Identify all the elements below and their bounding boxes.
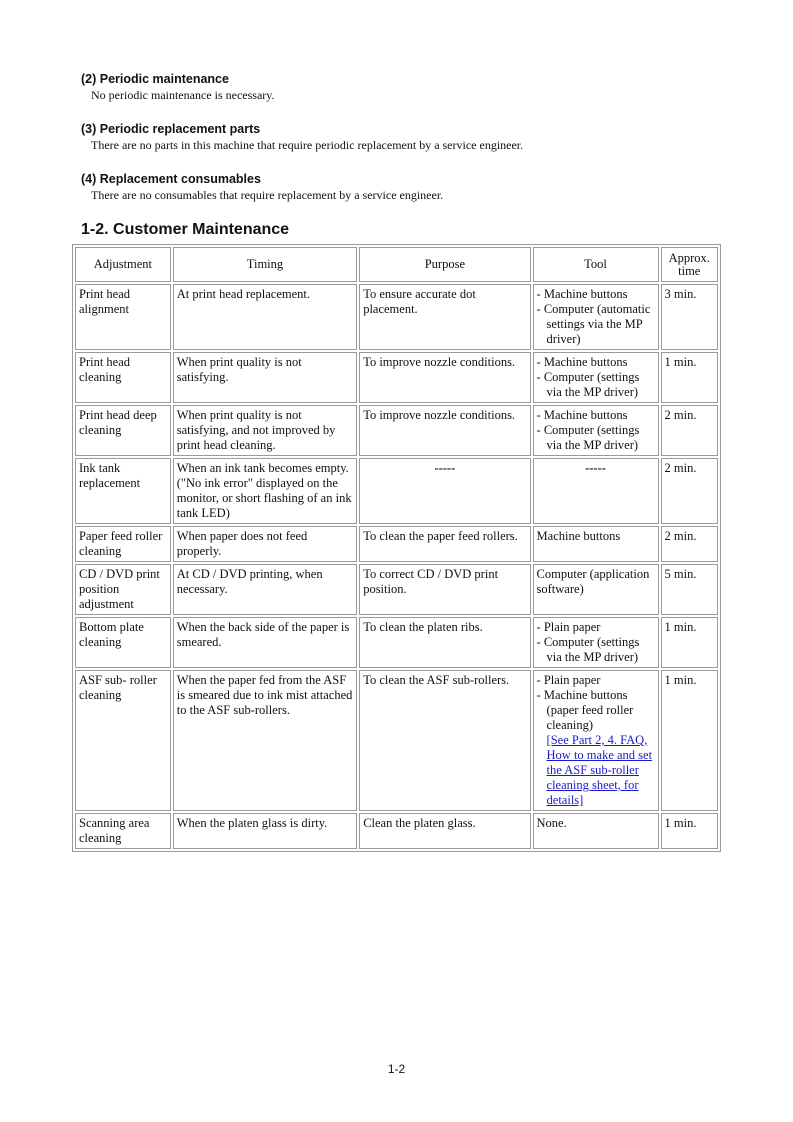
header-timing: Timing [173, 247, 357, 282]
table-row [75, 526, 718, 562]
cell-adjustment: Scanning area cleaning [75, 813, 171, 849]
section-heading: (2) Periodic maintenance [81, 72, 229, 86]
cell-timing: When paper does not feed properly. [173, 526, 357, 562]
section-periodic-replacement-parts [81, 122, 523, 153]
cell-timing: When print quality is not satisfying. [173, 352, 357, 403]
cell-tool [533, 670, 659, 811]
cell-purpose: To clean the paper feed rollers. [359, 526, 530, 562]
cell-time: 1 min. [661, 352, 718, 403]
table-row [75, 352, 718, 403]
header-purpose: Purpose [359, 247, 530, 282]
header-time: Approx. time [661, 247, 718, 282]
tool-item: - Machine buttons [537, 408, 655, 423]
cell-time: 2 min. [661, 526, 718, 562]
cell-purpose: To correct CD / DVD print position. [359, 564, 530, 615]
header-tool: Tool [533, 247, 659, 282]
table-row [75, 670, 718, 811]
tool-item: - Computer (settings via the MP driver) [537, 423, 655, 453]
cell-timing: When print quality is not satisfying, and not improved by print head cleaning. [173, 405, 357, 456]
page-number: 1-2 [387, 1062, 406, 1076]
tool-item: - Plain paper [537, 620, 655, 635]
cell-timing: At print head replacement. [173, 284, 357, 350]
table-header-row [75, 247, 718, 282]
cell-tool: Computer (application software) [533, 564, 659, 615]
cell-adjustment: Print head deep cleaning [75, 405, 171, 456]
cell-time: 2 min. [661, 458, 718, 524]
section-heading: (4) Replacement consumables [81, 172, 261, 186]
maintenance-table [72, 244, 721, 852]
cell-timing: When an ink tank becomes empty. ("No ink error" displayed on the monitor, or short flashing of an ink tank LED) [173, 458, 357, 524]
cell-tool [533, 284, 659, 350]
cell-timing: When the back side of the paper is smeared. [173, 617, 357, 668]
cell-time: 1 min. [661, 617, 718, 668]
cell-adjustment: Print head cleaning [75, 352, 171, 403]
tool-item: - Machine buttons [537, 355, 655, 370]
tool-item: - Computer (settings via the MP driver) [537, 370, 655, 400]
cell-purpose: To clean the ASF sub-rollers. [359, 670, 530, 811]
tool-item: - Computer (automatic settings via the MP driver) [537, 302, 655, 347]
cell-timing: When the platen glass is dirty. [173, 813, 357, 849]
cell-purpose: Clean the platen glass. [359, 813, 530, 849]
page-title: 1-2. Customer Maintenance [81, 221, 290, 238]
table-row [75, 458, 718, 524]
cell-time: 1 min. [661, 813, 718, 849]
cell-tool [533, 617, 659, 668]
cell-adjustment: Bottom plate cleaning [75, 617, 171, 668]
table-row [75, 284, 718, 350]
cell-purpose: To ensure accurate dot placement. [359, 284, 530, 350]
cell-time: 2 min. [661, 405, 718, 456]
section-periodic-maintenance [81, 72, 274, 103]
cell-purpose: To clean the platen ribs. [359, 617, 530, 668]
tool-item: - Machine buttons (paper feed roller cleaning) [537, 688, 655, 733]
tool-item: - Computer (settings via the MP driver) [537, 635, 655, 665]
tool-item: - Plain paper [537, 673, 655, 688]
cell-timing: At CD / DVD printing, when necessary. [173, 564, 357, 615]
table-row [75, 813, 718, 849]
table-row [75, 405, 718, 456]
header-adjustment: Adjustment [75, 247, 171, 282]
section-text: There are no parts in this machine that require periodic replacement by a service engineer. [91, 138, 524, 152]
cell-tool [533, 405, 659, 456]
section-text: There are no consumables that require replacement by a service engineer. [91, 188, 444, 202]
cell-adjustment: ASF sub- roller cleaning [75, 670, 171, 811]
cell-time: 5 min. [661, 564, 718, 615]
cell-tool: None. [533, 813, 659, 849]
table-row [75, 617, 718, 668]
table-row [75, 564, 718, 615]
cell-adjustment: Paper feed roller cleaning [75, 526, 171, 562]
faq-reference-link[interactable]: [See Part 2, 4. FAQ, How to make and set the ASF sub-roller cleaning sheet, for details] [546, 733, 653, 807]
tool-item: - Machine buttons [537, 287, 655, 302]
cell-tool [533, 352, 659, 403]
cell-time: 3 min. [661, 284, 718, 350]
cell-purpose: To improve nozzle conditions. [359, 352, 530, 403]
cell-timing: When the paper fed from the ASF is smeared due to ink mist attached to the ASF sub-rollers. [173, 670, 357, 811]
cell-adjustment: Print head alignment [75, 284, 171, 350]
section-text: No periodic maintenance is necessary. [91, 88, 275, 102]
section-replacement-consumables [81, 172, 443, 203]
cell-purpose: ----- [359, 458, 530, 524]
cell-purpose: To improve nozzle conditions. [359, 405, 530, 456]
section-heading: (3) Periodic replacement parts [81, 122, 261, 136]
cell-tool: ----- [533, 458, 659, 524]
cell-adjustment: CD / DVD print position adjustment [75, 564, 171, 615]
cell-time: 1 min. [661, 670, 718, 811]
cell-tool: Machine buttons [533, 526, 659, 562]
cell-adjustment: Ink tank replacement [75, 458, 171, 524]
